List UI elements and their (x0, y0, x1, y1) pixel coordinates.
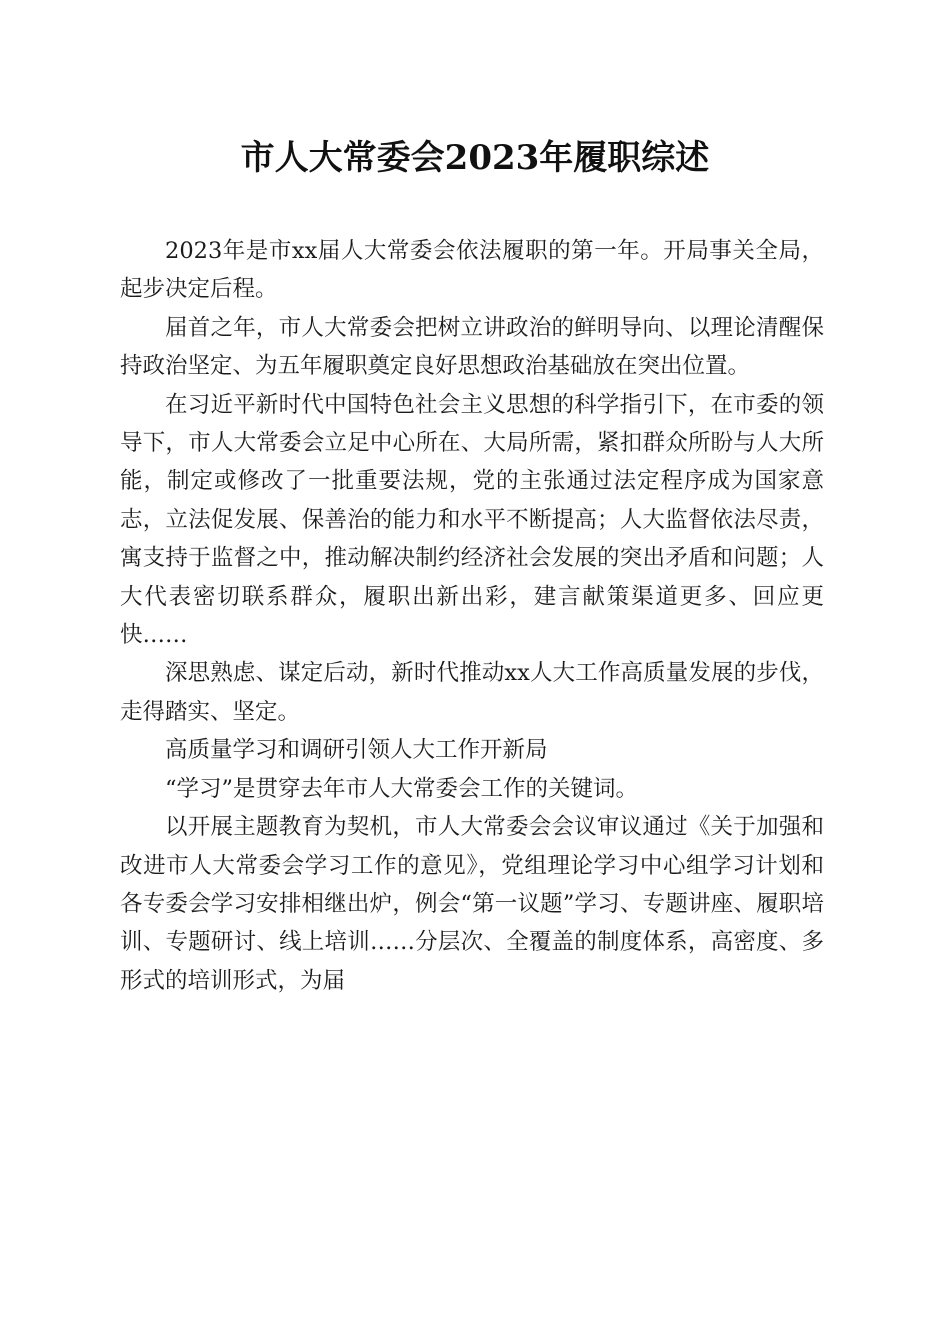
paragraph-3: 在习近平新时代中国特色社会主义思想的科学指引下，在市委的领导下，市人大常委会立足中心所在、大局所需，紧扣群众所盼与人大所能，制定或修改了一批重要法规，党的主张通过法定程序成为国家意志，立法促发展、保善治的能力和水平不断提高；人大监督依法尽责，寓支持于监督之中，推动解决制约经济社会发展的突出矛盾和问题；人大代表密切联系群众，履职出新出彩，建言献策渠道更多、回应更快…… (120, 391, 824, 649)
paragraph-4: 深思熟虑、谋定后动，新时代推动xx人大工作高质量发展的步伐，走得踏实、坚定。 (120, 660, 824, 725)
document-body (120, 232, 824, 1000)
paragraph-7: 以开展主题教育为契机，市人大常委会会议审议通过《关于加强和改进市人大常委会学习工作的意见》，党组理论学习中心组学习计划和各专委会学习安排相继出炉，例会“第一议题”学习、专题讲座、履职培训、专题研讨、线上培训……分层次、全覆盖的制度体系，高密度、多形式的培训形式，为届 (120, 814, 824, 994)
section-heading: 高质量学习和调研引领人大工作开新局 (165, 737, 548, 764)
paragraph-2: 届首之年，市人大常委会把树立讲政治的鲜明导向、以理论清醒保持政治坚定、为五年履职奠定良好思想政治基础放在突出位置。 (120, 314, 824, 380)
document-title: 市人大常委会2023年履职综述 (240, 138, 710, 178)
paragraph-1: 2023年是市xx届人大常委会依法履职的第一年。开局事关全局，起步决定后程。 (120, 238, 824, 303)
paragraph-6: “学习”是贯穿去年市人大常委会工作的关键词。 (165, 775, 639, 802)
